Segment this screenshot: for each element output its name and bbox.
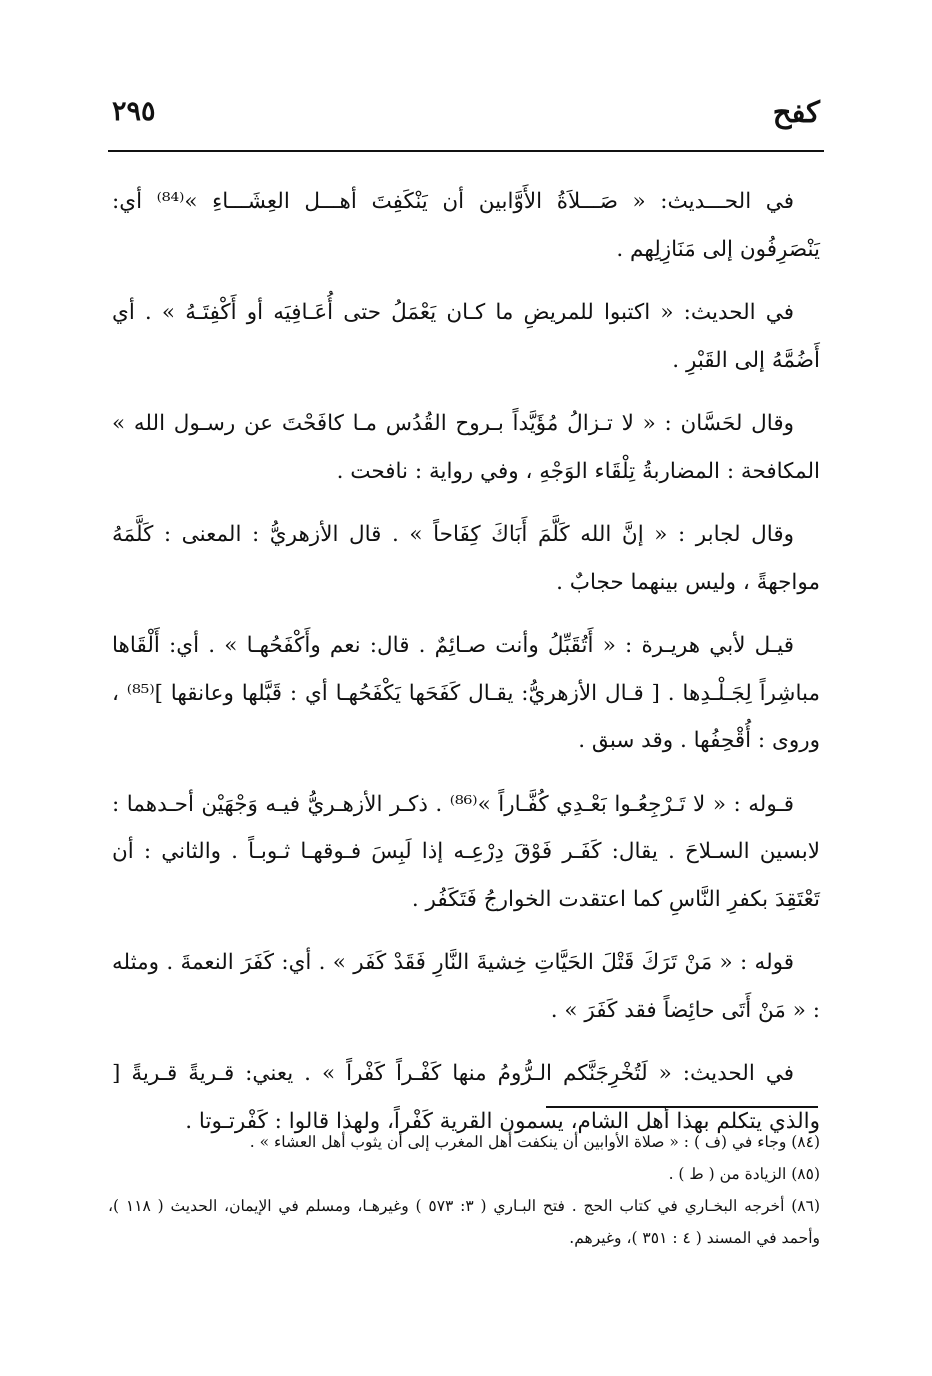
footnote: (٨٤) وجاء في (ف ) : « صلاة الأوابين أن ينكفت أهل المغرب إلى أن يثوب أهل العشاء » . — [249, 1133, 820, 1151]
paragraph: قيـل لأبي هريـرة : « أَتُقَبِّلُ وأنت صـائِمٌ . قال: نعم وأَكْفَحُهـا » . أي: أَلْقَاها مباشِراً لِجَـلْـدِها . [ قـال الأزهريُّ: يقـال كَفَحَها يَكْفَحُهـا أي : قَبَّلها وعانقها ]⁽⁸⁵⁾ ، وروى : أُقْحِفُها . وقد سبق . — [112, 633, 820, 753]
footnote-rule — [546, 1106, 818, 1108]
paragraph: وقال لجابر : « إنَّ الله كَلَّمَ أَبَاكَ كِفَاحاً » . قال الأزهريُّ : المعنى : كَلَّمَهُ مواجهةً ، وليس بينهما حجابٌ . — [112, 522, 820, 595]
footnote: (٨٦) أخرجه البخـاري في كتاب الحج . فتح البـاري ( ٣: ٥٧٣ ) وغيرهـا، ومسلم في الإيمان، الحديث ( ١١٨ )، وأحمد في المسند ( ٤ : ٣٥١ )، وغيرهم. — [108, 1197, 820, 1247]
footnotes — [108, 1126, 820, 1254]
paragraph: في الحديث: « لَتُخْرِجَنَّكم الـرُّومُ منها كَفْـراً كَفْراً » . يعني: قـريةً قـريةً [ والذي يتكلم بهذا أهل الشام، يسمون القرية كَفْراً، ولهذا قالوا : كَفْرتـوتا . — [112, 1061, 820, 1134]
page-header — [112, 92, 820, 148]
running-title: كفح — [772, 95, 820, 129]
paragraph: قـوله : « لا تَـرْجِعُـوا بَعْـدِي كُفَّـاراً »⁽⁸⁶⁾ . ذكـر الأزهـريُّ فيـه وَجْهَيْن أحـدهما : لابسين السـلاحَ . يقال: كَفَـر فَوْقَ دِرْعِـه إذا لَبِسَ فـوقهـا ثـوبـاً . والثاني : أن تَعْتَقِدَ بكفرِ النَّاسِ كما اعتقدت الخوارجُ فَتَكَفُر . — [112, 791, 820, 912]
paragraph: وقال لحَسَّان : « لا تـزالُ مُؤَيَّداً بـروح القُدُس مـا كافَحْتَ عن رسـول الله » المكافحة : المضاربةُ تِلْقَاء الوَجْهِ ، وفي رواية : نافحت . — [112, 411, 820, 484]
paragraph: قوله : « مَنْ تَرَكَ قَتْلَ الحَيَّاتِ خِشيةَ النَّارِ فَقَدْ كَفَر » . أي: كَفَرَ النعمةَ . ومثله : « مَنْ أَتَى حائِضاً فقد كَفَرَ » . — [112, 950, 820, 1023]
header-rule — [108, 150, 824, 152]
paragraph: في الحـــديث: « صَـــلاَةُ الأَوَّابين أن يَنْكَفِتَ أهـــل العِشَـــاءِ »⁽⁸⁴⁾ أي: يَنْصَرِفُون إلى مَنَازِلِهم . — [112, 189, 820, 262]
main-text — [112, 178, 820, 1161]
footnote: (٨٥) الزيادة من ( ط ) . — [668, 1165, 820, 1183]
page-number: ٢٩٥ — [112, 96, 156, 127]
paragraph: في الحديث: « اكتبوا للمريضِ ما كـان يَعْمَلُ حتى أُعَـافِيَه أو أَكْفِتَـهُ » . أي أَضُمَّهُ إلى القَبْرِ . — [112, 300, 820, 373]
